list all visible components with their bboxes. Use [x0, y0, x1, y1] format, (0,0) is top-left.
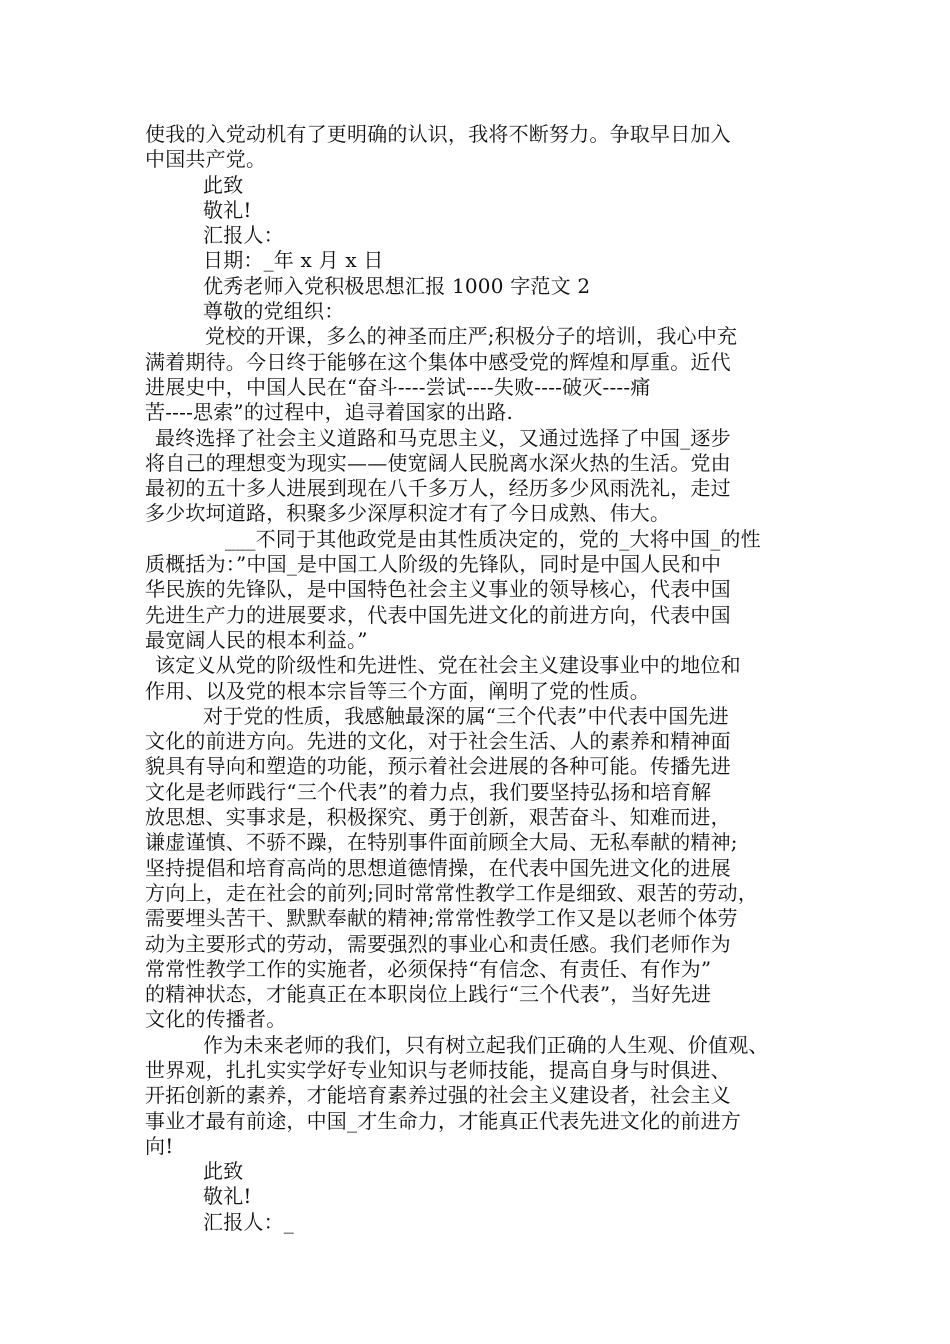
text-line: 世界观，扎扎实实学好专业知识与老师技能，提高自身与时俱进、: [145, 1057, 731, 1082]
text-line: 常常性教学工作的实施者，必须保持“有信念、有责任、有作为”: [145, 956, 712, 981]
text-line: 开拓创新的素养，才能培育素养过强的社会主义建设者，社会主义: [145, 1083, 731, 1108]
text-line: 的精神状态，才能真正在本职岗位上践行“三个代表”，当好先进: [145, 982, 712, 1007]
reporter-label: 汇报人：: [203, 223, 284, 248]
closing-regards: 敬礼!: [203, 197, 252, 222]
text-line: 多少坎坷道路，积聚多少深厚积淀才有了今日成熟、伟大。: [145, 501, 671, 526]
text-line: 需要埋头苦干、默默奉献的精神;常常性教学工作又是以老师个体劳: [145, 906, 738, 931]
text-line: 方向上，走在社会的前列;同时常常性教学工作是细致、艰苦的劳动，: [145, 880, 758, 905]
date-line: 日期：_年 x 月 x 日: [203, 248, 384, 273]
text-line: ___不同于其他政党是由其性质决定的，党的_大将中国_的性: [225, 526, 761, 551]
text-line: 该定义从党的阶级性和先进性、党在社会主义建设事业中的地位和: [155, 653, 741, 678]
text-line: 华民族的先锋队，是中国特色社会主义事业的领导核心，代表中国: [145, 577, 731, 602]
text-line: 进展史中，中国人民在“奋斗----尝试----失败----破灭----痛: [145, 374, 651, 399]
document-body: [145, 122, 815, 1235]
text-line: 中国共产党。: [145, 147, 267, 172]
text-line: 貌具有导向和塑造的功能，预示着社会进展的各种可能。传播先进: [145, 754, 731, 779]
greeting: 尊敬的党组织：: [203, 299, 345, 324]
text-line: 最初的五十多人进展到现在八千多万人，经历多少风雨洗礼，走过: [145, 476, 731, 501]
text-line: 作用、以及党的根本宗旨等三个方面，阐明了党的性质。: [145, 678, 650, 703]
text-line: 坚持提倡和培育高尚的思想道德情操，在代表中国先进文化的进展: [145, 855, 731, 880]
section-title: 优秀老师入党积极思想汇报 1000 字范文 2: [203, 273, 591, 298]
reporter-label: 汇报人：_: [203, 1209, 294, 1234]
text-line: 事业才最有前途，中国_才生命力，才能真正代表先进文化的前进方: [145, 1108, 741, 1133]
closing-salutation: 此致: [203, 172, 244, 197]
text-line: 党校的开课，多么的神圣而庄严;积极分子的培训，我心中充: [205, 324, 738, 349]
text-line: 满着期待。今日终于能够在这个集体中感受党的辉煌和厚重。近代: [145, 349, 731, 374]
text-line: 将自己的理想变为现实——使宽阔人民脱离水深火热的生活。党由: [145, 450, 731, 475]
text-line: 先进生产力的进展要求，代表中国先进文化的前进方向，代表中国: [145, 602, 731, 627]
text-line: 文化的前进方向。先进的文化，对于社会生活、人的素养和精神面: [145, 729, 731, 754]
text-line: 质概括为：”中国_是中国工人阶级的先锋队，同时是中国人民和中: [145, 552, 722, 577]
text-line: 文化是老师践行“三个代表”的着力点，我们要坚持弘扬和培育解: [145, 779, 712, 804]
closing-regards: 敬礼!: [203, 1184, 252, 1209]
text-line: 放思想、实事求是，积极探究、勇于创新，艰苦奋斗、知难而进，: [145, 805, 731, 830]
text-line: 动为主要形式的劳动，需要强烈的事业心和责任感。我们老师作为: [145, 931, 731, 956]
text-line: 文化的传播者。: [145, 1007, 287, 1032]
text-line: 苦----思索”的过程中，追寻着国家的出路.: [145, 400, 514, 425]
text-line: 最终选择了社会主义道路和马克思主义，又通过选择了中国_逐步: [155, 425, 731, 450]
closing-salutation: 此致: [203, 1159, 244, 1184]
text-line: 对于党的性质，我感触最深的属“三个代表”中代表中国先进: [203, 703, 729, 728]
text-line: 向!: [145, 1133, 174, 1158]
text-line: 最宽阔人民的根本利益。”: [145, 627, 368, 652]
text-line: 使我的入党动机有了更明确的认识，我将不断努力。争取早日加入: [145, 122, 731, 146]
text-line: 作为未来老师的我们，只有树立起我们正确的人生观、价值观、: [203, 1032, 769, 1057]
text-line: 谦虚谨慎、不骄不躁，在特别事件面前顾全大局、无私奉献的精神;: [145, 830, 738, 855]
